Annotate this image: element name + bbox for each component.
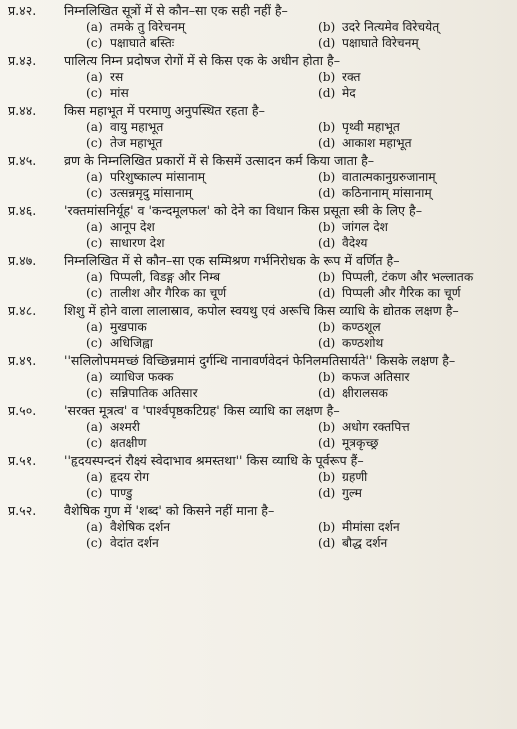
option-label: (d) [318,236,336,250]
option-c [86,135,318,151]
options-grid [8,319,507,351]
option-label: (c) [86,36,103,50]
option-text: पृथ्वी महाभूत [342,120,400,134]
option-c [86,435,318,451]
option-label: (c) [86,136,103,150]
option-text: वैशेषिक दर्शन [110,520,171,534]
question-line [8,353,507,369]
options-grid [8,469,507,501]
option-label: (a) [86,70,103,84]
option-text: बौद्ध दर्शन [342,536,388,550]
option-d [318,185,507,201]
option-c [86,485,318,501]
option-label: (d) [318,436,336,450]
options-grid [8,269,507,301]
option-text: अधिजिह्वा [110,336,153,350]
option-label: (a) [86,20,103,34]
question-number: प्र.४३. [8,53,37,68]
option-a [86,69,318,85]
option-label: (a) [86,220,103,234]
question-line [8,103,507,119]
option-text: तेज महाभूत [110,136,163,150]
option-c [86,285,318,301]
option-text: मुखपाक [110,320,147,334]
option-b [318,19,507,35]
option-text: हृदय रोग [110,470,150,484]
option-label: (a) [86,270,103,284]
option-text: ग्रहणी [342,470,368,484]
option-label: (c) [86,486,103,500]
question-text: ''सलिलोपममच्छं विच्छिन्नमामं दुर्गन्धि नानावर्णवेदनं फेनिलमतिसार्यते'' किसके लक्षण है– [64,353,456,368]
question-number: प्र.४६. [8,203,37,218]
option-b [318,69,507,85]
option-label: (b) [318,520,336,534]
question-text: किस महाभूत में परमाणु अनुपस्थित रहता है– [64,103,265,118]
question-line [8,3,507,19]
option-d [318,385,507,401]
question-number: प्र.५२. [8,503,37,518]
option-c [86,185,318,201]
option-text: आकाश महाभूत [342,136,412,150]
option-label: (a) [86,470,103,484]
question-item [8,103,507,151]
option-b [318,119,507,135]
option-text: तमके तु विरेचनम् [110,20,185,34]
option-text: रक्त [342,70,361,84]
option-label: (c) [86,236,103,250]
question-number: प्र.५१. [8,453,37,468]
option-a [86,519,318,535]
question-item [8,53,507,101]
option-text: उदरे नित्यमेव विरेचयेत् [342,20,440,34]
option-label: (c) [86,86,103,100]
options-grid [8,19,507,51]
option-text: मूत्रकृच्छ्र [342,436,379,450]
option-label: (c) [86,536,103,550]
option-d [318,435,507,451]
option-label: (c) [86,386,103,400]
option-text: वेदांत दर्शन [110,536,159,550]
options-grid [8,69,507,101]
option-label: (c) [86,286,103,300]
option-a [86,19,318,35]
option-c [86,335,318,351]
option-label: (b) [318,120,336,134]
option-text: परिशुष्काल्प मांसानाम् [110,170,205,184]
option-label: (a) [86,320,103,334]
question-number: प्र.५०. [8,403,37,418]
option-text: मांस [110,86,129,100]
option-c [86,385,318,401]
question-text: ''हृदयस्पन्दनं रौक्ष्यं स्वेदाभाव श्रमस्तथा'' किस व्याधि के पूर्वरूप हैं– [64,453,364,468]
option-text: कण्ठशूल [342,320,381,334]
option-d [318,335,507,351]
option-text: मेद [342,86,356,100]
option-text: व्याधिज फक्क [110,370,174,384]
option-text: सन्निपातिक अतिसार [110,386,198,400]
option-b [318,319,507,335]
option-text: पिप्पली और गैरिक का चूर्ण [342,286,461,300]
option-b [318,219,507,235]
option-text: पिप्पली, टंकण और भल्लातक [342,270,474,284]
question-number: प्र.४४. [8,103,37,118]
question-line [8,203,507,219]
question-line [8,503,507,519]
option-label: (c) [86,336,103,350]
option-c [86,35,318,51]
option-label: (d) [318,36,336,50]
option-label: (b) [318,20,336,34]
option-text: तालीश और गैरिक का चूर्ण [110,286,227,300]
options-grid [8,219,507,251]
option-text: उत्सन्नमृदु मांसानाम् [110,186,193,200]
question-line [8,403,507,419]
option-text: क्षतक्षीण [110,436,147,450]
option-c [86,85,318,101]
question-line [8,153,507,169]
option-d [318,235,507,251]
question-text: निम्नलिखित सूत्रों में से कौन–सा एक सही नहीं है– [64,3,288,18]
option-text: मीमांसा दर्शन [342,520,400,534]
option-label: (a) [86,420,103,434]
option-b [318,169,507,185]
option-b [318,469,507,485]
option-label: (b) [318,220,336,234]
option-c [86,235,318,251]
question-text: निम्नलिखित में से कौन–सा एक सम्मिश्रण गर्भनिरोधक के रूप में वर्णित है– [64,253,400,268]
option-label: (b) [318,470,336,484]
option-label: (d) [318,286,336,300]
question-text: वैशेषिक गुण में 'शब्द' को किसने नहीं माना है– [64,503,275,518]
option-text: क्षीरालसक [342,386,388,400]
option-a [86,169,318,185]
option-d [318,535,507,551]
question-item [8,153,507,201]
option-label: (a) [86,120,103,134]
question-text: व्रण के निम्नलिखित प्रकारों में से किसमें उत्सादन कर्म किया जाता है– [64,153,375,168]
option-label: (c) [86,436,103,450]
option-label: (a) [86,370,103,384]
question-item [8,403,507,451]
option-text: पक्षाघाते बस्तिः [110,36,175,50]
option-a [86,269,318,285]
option-label: (d) [318,486,336,500]
option-label: (a) [86,520,103,534]
option-text: जांगल देश [342,220,388,234]
option-a [86,219,318,235]
option-b [318,419,507,435]
question-text: 'रक्तमांसनिर्यूह' व 'कन्दमूलफल' को देने का विधान किस प्रसूता स्त्री के लिए है– [64,203,422,218]
question-list [8,3,507,551]
option-a [86,119,318,135]
option-text: पाण्डु [110,486,133,500]
option-text: अश्मरी [110,420,140,434]
option-d [318,85,507,101]
question-number: प्र.४७. [8,253,37,268]
option-a [86,419,318,435]
option-text: वातात्मकानुग्ररुजानाम् [342,170,436,184]
question-item [8,303,507,351]
question-text: शिशु में होने वाला लालास्राव, कपोल स्वयथु एवं अरूचि किस व्याधि के द्योतक लक्षण है– [64,303,459,318]
option-b [318,519,507,535]
option-d [318,485,507,501]
options-grid [8,419,507,451]
option-text: अधोग रक्तपित्त [342,420,410,434]
question-item [8,503,507,551]
option-text: पक्षाघाते विरेचनम् [342,36,419,50]
question-item [8,253,507,301]
option-label: (d) [318,86,336,100]
options-grid [8,169,507,201]
option-text: साधारण देश [110,236,165,250]
option-label: (d) [318,136,336,150]
option-label: (c) [86,186,103,200]
question-item [8,453,507,501]
option-text: वायु महाभूत [110,120,164,134]
option-text: गुल्म [342,486,362,500]
question-text: 'सरक्त मूत्रत्व' व 'पार्श्वपृष्ठकटिग्रह' किस व्याधि का लक्षण है– [64,403,340,418]
option-label: (a) [86,170,103,184]
question-item [8,203,507,251]
question-line [8,253,507,269]
option-text: वैदेश्य [342,236,368,250]
question-line [8,303,507,319]
option-d [318,35,507,51]
options-grid [8,369,507,401]
question-number: प्र.४८. [8,303,37,318]
option-b [318,269,507,285]
question-line [8,453,507,469]
option-label: (b) [318,270,336,284]
question-text: पालित्य निम्न प्रदोषज रोगों में से किस एक के अधीन होता है– [64,53,340,68]
option-label: (b) [318,170,336,184]
option-a [86,319,318,335]
question-number: प्र.४२. [8,3,37,18]
option-label: (b) [318,320,336,334]
option-text: कफज अतिसार [342,370,410,384]
question-line [8,53,507,69]
option-text: कठिनानाम् मांसानाम् [342,186,432,200]
options-grid [8,519,507,551]
option-label: (b) [318,70,336,84]
option-label: (d) [318,336,336,350]
option-d [318,135,507,151]
question-number: प्र.४९. [8,353,37,368]
option-text: आनूप देश [110,220,155,234]
option-d [318,285,507,301]
option-a [86,469,318,485]
option-a [86,369,318,385]
option-text: कण्ठशोथ [342,336,384,350]
option-text: पिप्पली, विडङ्ग और निम्ब [110,270,221,284]
question-item [8,353,507,401]
question-item [8,3,507,51]
options-grid [8,119,507,151]
option-c [86,535,318,551]
option-text: रस [110,70,124,84]
option-label: (d) [318,536,336,550]
option-label: (b) [318,420,336,434]
question-number: प्र.४५. [8,153,37,168]
option-label: (d) [318,186,336,200]
option-label: (b) [318,370,336,384]
option-b [318,369,507,385]
option-label: (d) [318,386,336,400]
